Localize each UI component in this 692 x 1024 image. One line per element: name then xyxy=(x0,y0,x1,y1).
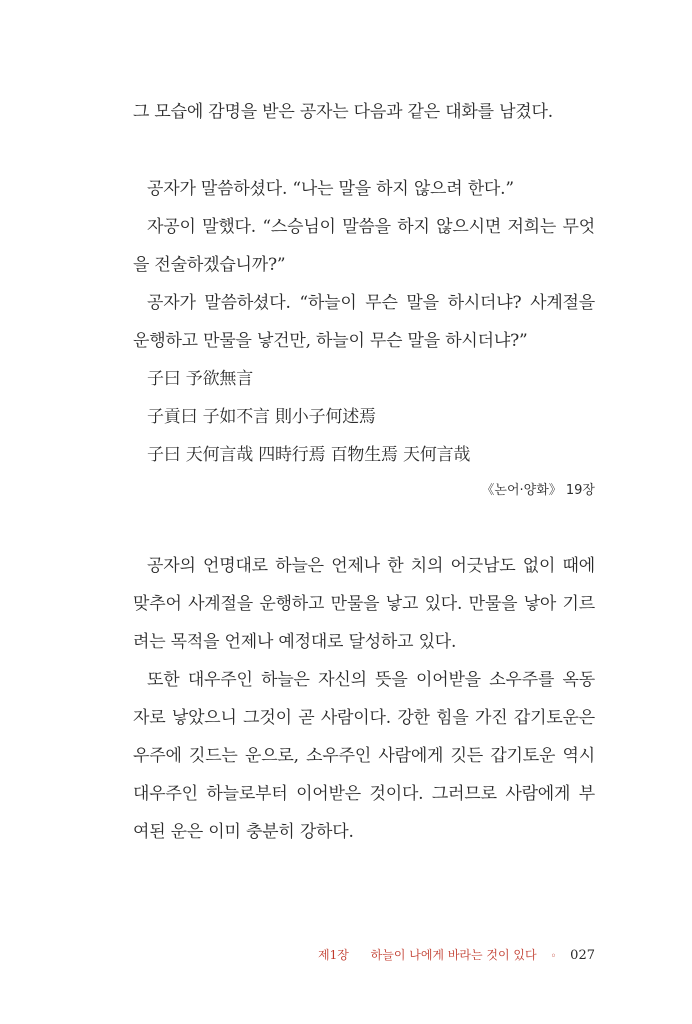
paragraph2-line-1: 또한 대우주인 하늘은 자신의 뜻을 이어받을 소우주를 옥동 xyxy=(147,670,595,690)
paragraph1-line-1: 공자의 언명대로 하늘은 언제나 한 치의 어긋남도 없이 때에 xyxy=(147,556,595,576)
dialogue-line-2: 자공이 말했다. “스승님이 말씀을 하지 않으시면 저희는 무엇 xyxy=(147,217,595,237)
footer-chapter: 제1장 xyxy=(317,948,349,962)
dialogue-line-5: 운행하고 만물을 낳건만, 하늘이 무슨 말을 하시더냐?” xyxy=(133,331,528,351)
paragraph1-line-2: 맞추어 사계절을 운행하고 만물을 낳고 있다. 만물을 낳아 기르 xyxy=(133,594,595,614)
hanja-line-3: 子曰 天何言哉 四時行焉 百物生焉 天何言哉 xyxy=(147,445,471,465)
paragraph2-line-5: 여된 운은 이미 충분히 강하다. xyxy=(133,822,354,842)
paragraph2-line-3: 우주에 깃드는 운으로, 소우주인 사람에게 깃든 갑기토운 역시 xyxy=(133,746,595,766)
page-footer xyxy=(318,947,595,965)
paragraph2-line-2: 자로 낳았으니 그것이 곧 사람이다. 강한 힘을 가진 갑기토운은 xyxy=(133,708,595,728)
dialogue-line-1: 공자가 말씀하셨다. “나는 말을 하지 않으려 한다.” xyxy=(147,179,514,199)
dialogue-line-4: 공자가 말씀하셨다. “하늘이 무슨 말을 하시더냐? 사계절을 xyxy=(147,293,595,313)
hanja-line-2: 子貢曰 子如不言 則小子何述焉 xyxy=(147,407,376,427)
source-citation: 《논어·양화》 19장 xyxy=(481,483,595,498)
paragraph2-line-4: 대우주인 하늘로부터 이어받은 것이다. 그러므로 사람에게 부 xyxy=(133,784,595,804)
intro-line: 그 모습에 감명을 받은 공자는 다음과 같은 대화를 남겼다. xyxy=(133,102,553,122)
footer-separator: ◦ xyxy=(550,951,557,962)
page-number: 027 xyxy=(570,948,595,963)
hanja-line-1: 子曰 予欲無言 xyxy=(147,369,254,389)
footer-chapter-title: 하늘이 나에게 바라는 것이 있다 xyxy=(370,948,537,962)
dialogue-line-3: 을 전술하겠습니까?” xyxy=(133,255,286,275)
paragraph1-line-3: 려는 목적을 언제나 예정대로 달성하고 있다. xyxy=(133,632,457,652)
